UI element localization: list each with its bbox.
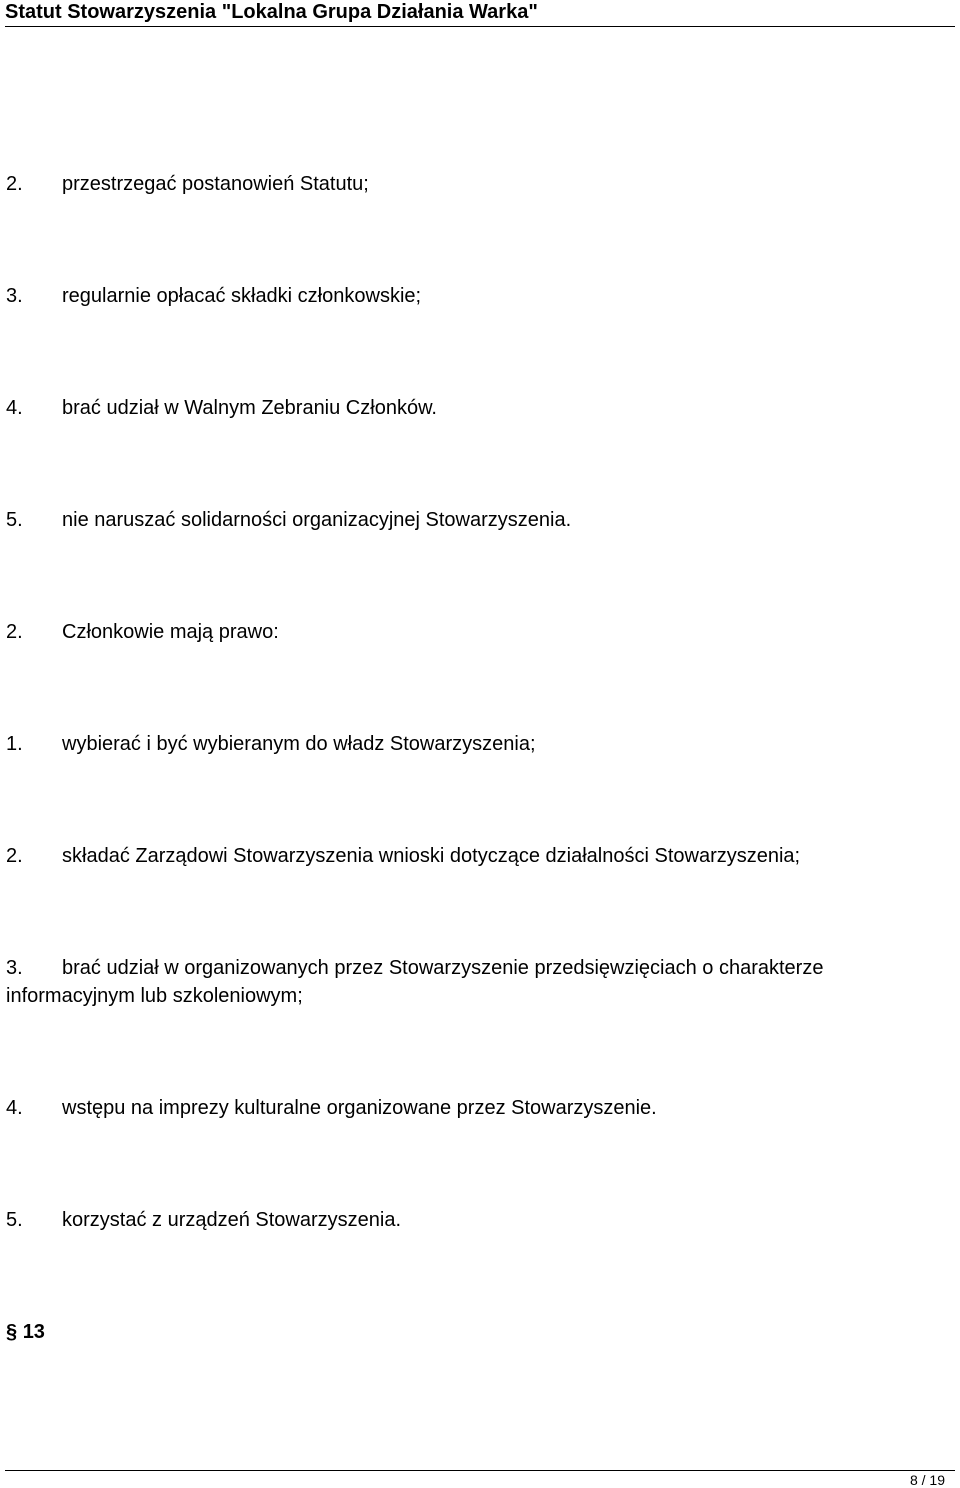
list-item [6, 506, 946, 534]
page-number: 8 / 19 [909, 1472, 945, 1488]
list-item [6, 954, 946, 1010]
item-number: 2. [6, 845, 23, 867]
item-number: 4. [6, 397, 23, 419]
list-item [6, 394, 946, 422]
list-item [6, 1094, 946, 1122]
item-number: 4. [6, 1097, 23, 1119]
item-number: 2. [6, 173, 23, 195]
document-title: Statut Stowarzyszenia "Lokalna Grupa Działania Warka" [5, 1, 538, 23]
item-number: 3. [6, 285, 23, 307]
item-text: wybierać i być wybieranym do władz Stowarzyszenia; [62, 733, 536, 755]
list-item [6, 170, 946, 198]
list-item [6, 282, 946, 310]
item-text: regularnie opłacać składki członkowskie; [62, 285, 422, 307]
section-heading [6, 1318, 45, 1346]
item-text: składać Zarządowi Stowarzyszenia wnioski dotyczące działalności Stowarzyszenia; [62, 845, 801, 867]
item-number: 3. [6, 957, 23, 979]
section-number: 13 [22, 1321, 45, 1343]
item-number: 2. [6, 621, 23, 643]
list-item [6, 730, 946, 758]
item-text: wstępu na imprezy kulturalne organizowane przez Stowarzyszenie. [62, 1097, 657, 1119]
item-text: nie naruszać solidarności organizacyjnej Stowarzyszenia. [62, 509, 572, 531]
item-text: Członkowie mają prawo: [62, 621, 279, 643]
item-text: brać udział w organizowanych przez Stowarzyszenie przedsięwzięciach o charakterze informacyjnym lub szkoleniowym; [6, 957, 824, 1007]
section-symbol: § [6, 1321, 18, 1343]
item-text: brać udział w Walnym Zebraniu Członków. [62, 397, 437, 419]
item-number: 5. [6, 509, 23, 531]
item-number: 1. [6, 733, 23, 755]
item-number: 5. [6, 1209, 23, 1231]
page-header [5, 0, 955, 27]
footer-divider [5, 1470, 955, 1471]
item-text: korzystać z urządzeń Stowarzyszenia. [62, 1209, 402, 1231]
list-item [6, 618, 946, 646]
list-item [6, 842, 946, 870]
item-text: przestrzegać postanowień Statutu; [62, 173, 369, 195]
list-item [6, 1206, 946, 1234]
